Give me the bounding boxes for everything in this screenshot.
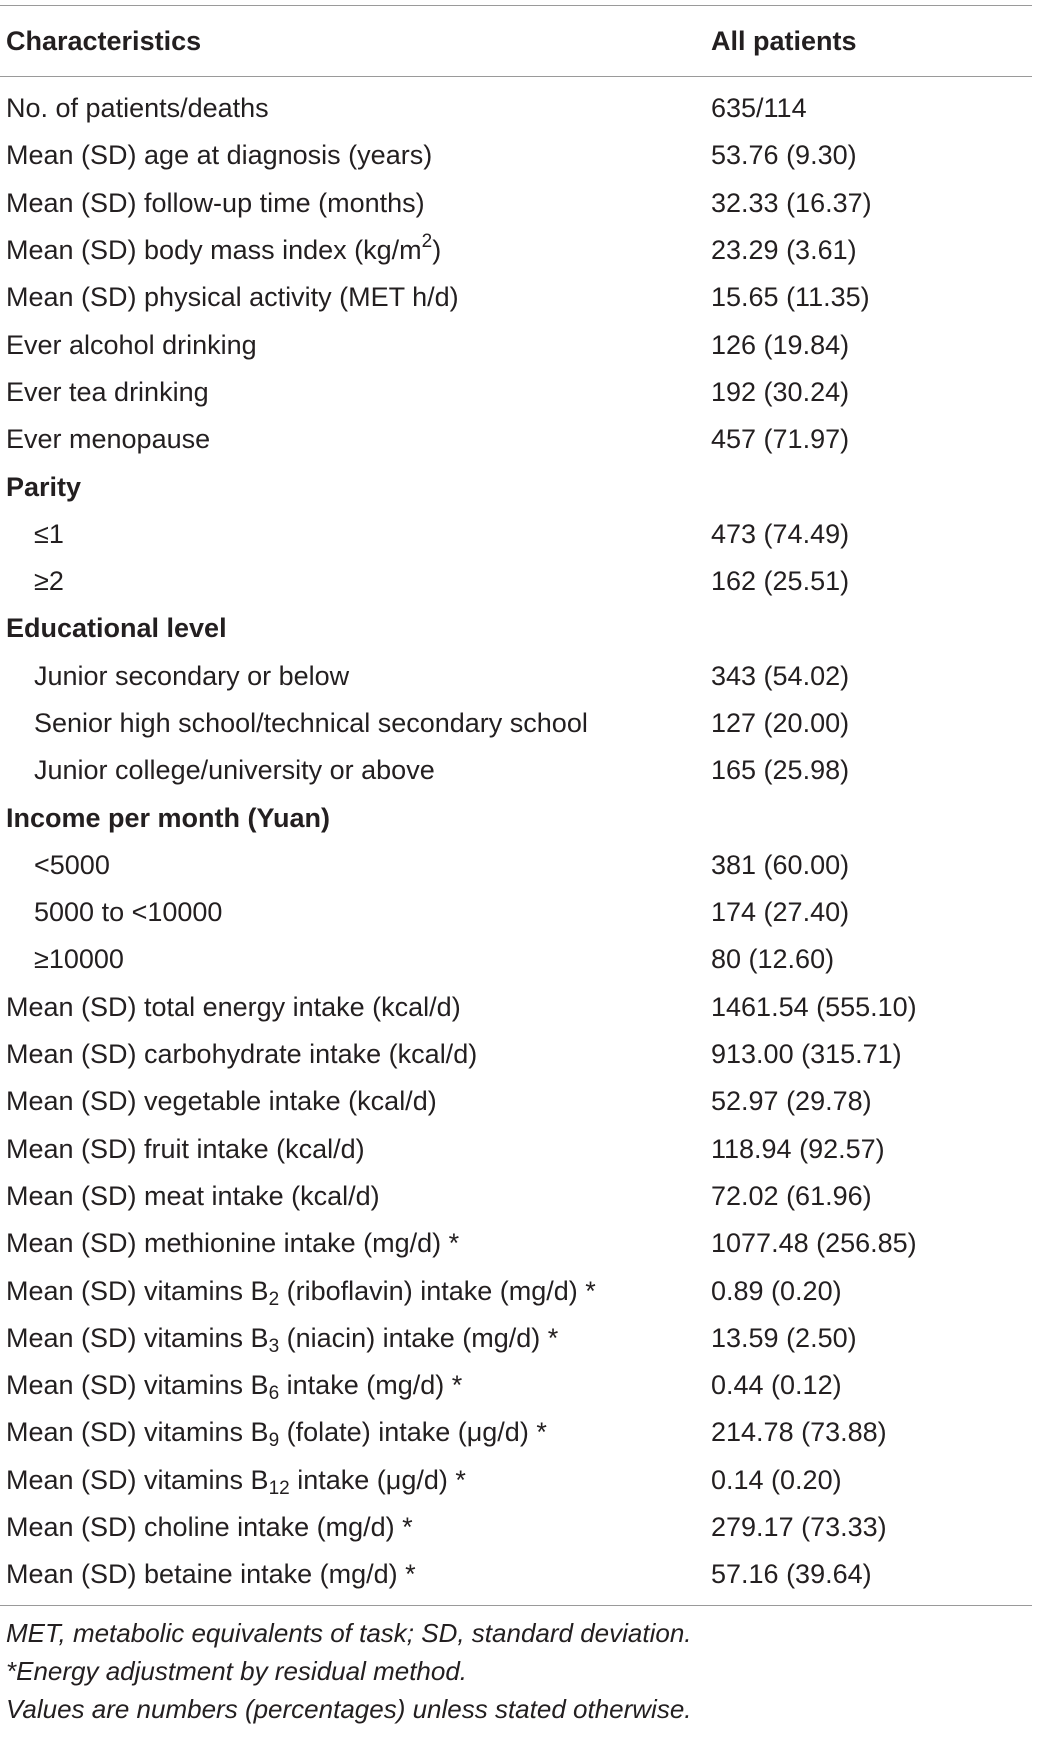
row-label-text: Mean (SD) vitamins B	[6, 1370, 269, 1401]
row-label-text-end: intake (μg/d) *	[289, 1464, 466, 1495]
row-label: No. of patients/deaths	[6, 93, 269, 124]
row-label: Mean (SD) methionine intake (mg/d) *	[6, 1228, 460, 1259]
table-row	[0, 1173, 1032, 1220]
table-row	[0, 1457, 1032, 1504]
row-label	[0, 1322, 711, 1357]
row-label: Mean (SD) total energy intake (kcal/d)	[6, 991, 461, 1022]
row-value: 0.89 (0.20)	[711, 1275, 842, 1306]
row-value: 174 (27.40)	[711, 897, 850, 928]
row-label-text: Mean (SD) vitamins B	[6, 1417, 269, 1448]
row-label-text: Mean (SD) vitamins B	[6, 1464, 269, 1495]
table-row	[0, 1220, 1032, 1267]
row-label: Mean (SD) choline intake (mg/d) *	[6, 1512, 413, 1543]
row-label: Junior college/university or above	[34, 755, 435, 786]
row-label: Mean (SD) age at diagnosis (years)	[6, 140, 433, 171]
row-label: Mean (SD) vegetable intake (kcal/d)	[6, 1086, 437, 1117]
row-label-text: Mean (SD) body mass index (kg/m	[6, 235, 422, 266]
row-label-subscript: 12	[268, 1477, 290, 1499]
row-value: 457 (71.97)	[711, 424, 850, 455]
row-label	[0, 1370, 711, 1405]
row-label-text: Mean (SD) vitamins B	[6, 1322, 269, 1353]
row-value: 343 (54.02)	[711, 660, 850, 691]
table-row	[0, 1551, 1032, 1598]
row-label-text-end: (niacin) intake (mg/d) *	[279, 1322, 559, 1353]
row-value: 279.17 (73.33)	[711, 1512, 887, 1543]
characteristics-table	[0, 5, 1032, 1728]
row-label: Senior high school/technical secondary school	[34, 708, 588, 738]
row-label-text-end: intake (mg/d) *	[279, 1370, 463, 1401]
table-row	[0, 85, 1032, 132]
row-label: Mean (SD) carbohydrate intake (kcal/d)	[6, 1039, 478, 1070]
row-value: 127 (20.00)	[711, 708, 850, 738]
row-label-subscript: 9	[268, 1430, 280, 1452]
row-label-text-end: (folate) intake (μg/d) *	[279, 1417, 547, 1448]
table-row	[0, 889, 1032, 936]
section-heading-row	[0, 463, 1032, 510]
row-value: 1461.54 (555.10)	[711, 991, 917, 1022]
table-row	[0, 984, 1032, 1031]
table-header-row	[0, 6, 1032, 76]
section-heading-row	[0, 605, 1032, 652]
table-row	[0, 511, 1032, 558]
row-label-superscript: 2	[421, 231, 433, 253]
row-label: Ever menopause	[6, 424, 211, 455]
table-row	[0, 1078, 1032, 1125]
row-label: Mean (SD) meat intake (kcal/d)	[6, 1180, 380, 1211]
table-row	[0, 747, 1032, 794]
table-row	[0, 842, 1032, 889]
row-value: 72.02 (61.96)	[711, 1180, 872, 1211]
row-label-text: Mean (SD) vitamins B	[6, 1275, 269, 1306]
row-value: 162 (25.51)	[711, 566, 850, 597]
row-value: 473 (74.49)	[711, 518, 850, 549]
row-label	[0, 1417, 711, 1452]
row-value: 52.97 (29.78)	[711, 1086, 872, 1117]
row-label: Mean (SD) physical activity (MET h/d)	[6, 282, 459, 313]
row-value: 913.00 (315.71)	[711, 1039, 902, 1070]
row-value: 192 (30.24)	[711, 376, 850, 407]
table-row	[0, 227, 1032, 274]
row-value: 381 (60.00)	[711, 849, 850, 880]
table-row	[0, 1362, 1032, 1409]
table-row	[0, 274, 1032, 321]
row-value: 1077.48 (256.85)	[711, 1228, 917, 1259]
row-value: 0.14 (0.20)	[711, 1464, 842, 1495]
table-row	[0, 1315, 1032, 1362]
table-footnotes	[0, 1606, 1032, 1728]
table-row	[0, 1504, 1032, 1551]
table-row	[0, 180, 1032, 227]
row-label-subscript: 3	[268, 1335, 280, 1357]
row-value: 118.94 (92.57)	[711, 1133, 885, 1164]
row-label: 5000 to <10000	[34, 897, 223, 928]
row-label: ≤1	[34, 518, 64, 549]
section-heading: Educational level	[6, 613, 227, 644]
footnote-abbreviations: MET, metabolic equivalents of task; SD, standard deviation.	[6, 1617, 692, 1648]
row-value: 13.59 (2.50)	[711, 1322, 857, 1353]
row-value: 23.29 (3.61)	[711, 235, 857, 266]
table-row	[0, 700, 1032, 747]
section-heading: Income per month (Yuan)	[6, 802, 331, 833]
table-row	[0, 321, 1032, 368]
row-label: Mean (SD) fruit intake (kcal/d)	[6, 1133, 365, 1164]
row-label: ≥2	[34, 566, 64, 597]
table-row	[0, 132, 1032, 179]
table-row	[0, 1409, 1032, 1456]
row-value: 53.76 (9.30)	[711, 140, 857, 171]
row-label-text-end: (riboflavin) intake (mg/d) *	[279, 1275, 596, 1306]
row-label: Mean (SD) betaine intake (mg/d) *	[6, 1559, 416, 1590]
row-value: 214.78 (73.88)	[711, 1417, 887, 1448]
row-value: 635/114	[711, 93, 807, 124]
row-label: <5000	[34, 849, 110, 880]
row-label: Ever tea drinking	[6, 376, 209, 407]
row-label	[0, 1275, 711, 1310]
row-label: Junior secondary or below	[34, 660, 350, 691]
row-value: 57.16 (39.64)	[711, 1559, 872, 1590]
table-row	[0, 1031, 1032, 1078]
row-label	[0, 1464, 711, 1499]
row-label-subscript: 2	[268, 1288, 280, 1310]
row-label	[0, 231, 711, 266]
row-value: 0.44 (0.12)	[711, 1370, 842, 1401]
row-value: 15.65 (11.35)	[711, 282, 870, 313]
row-label-subscript: 6	[268, 1383, 280, 1405]
row-value: 32.33 (16.37)	[711, 187, 872, 218]
row-value: 80 (12.60)	[711, 944, 835, 975]
footnote-energy-adjustment: *Energy adjustment by residual method.	[6, 1655, 468, 1686]
row-value: 165 (25.98)	[711, 755, 850, 786]
row-value: 126 (19.84)	[711, 329, 850, 360]
table-row	[0, 936, 1032, 983]
section-heading: Parity	[6, 471, 82, 502]
column-header-characteristics: Characteristics	[6, 25, 202, 56]
table-row	[0, 1126, 1032, 1173]
row-label-text-end: )	[432, 235, 442, 266]
table-row	[0, 1267, 1032, 1314]
table-row	[0, 416, 1032, 463]
column-header-all-patients: All patients	[711, 25, 857, 56]
row-label: Mean (SD) follow-up time (months)	[6, 187, 425, 218]
row-label: ≥10000	[34, 944, 124, 975]
row-label: Ever alcohol drinking	[6, 329, 257, 360]
section-heading-row	[0, 794, 1032, 841]
table-row	[0, 369, 1032, 416]
footnote-values: Values are numbers (percentages) unless stated otherwise.	[6, 1693, 692, 1724]
table-row	[0, 653, 1032, 700]
table-row	[0, 558, 1032, 605]
